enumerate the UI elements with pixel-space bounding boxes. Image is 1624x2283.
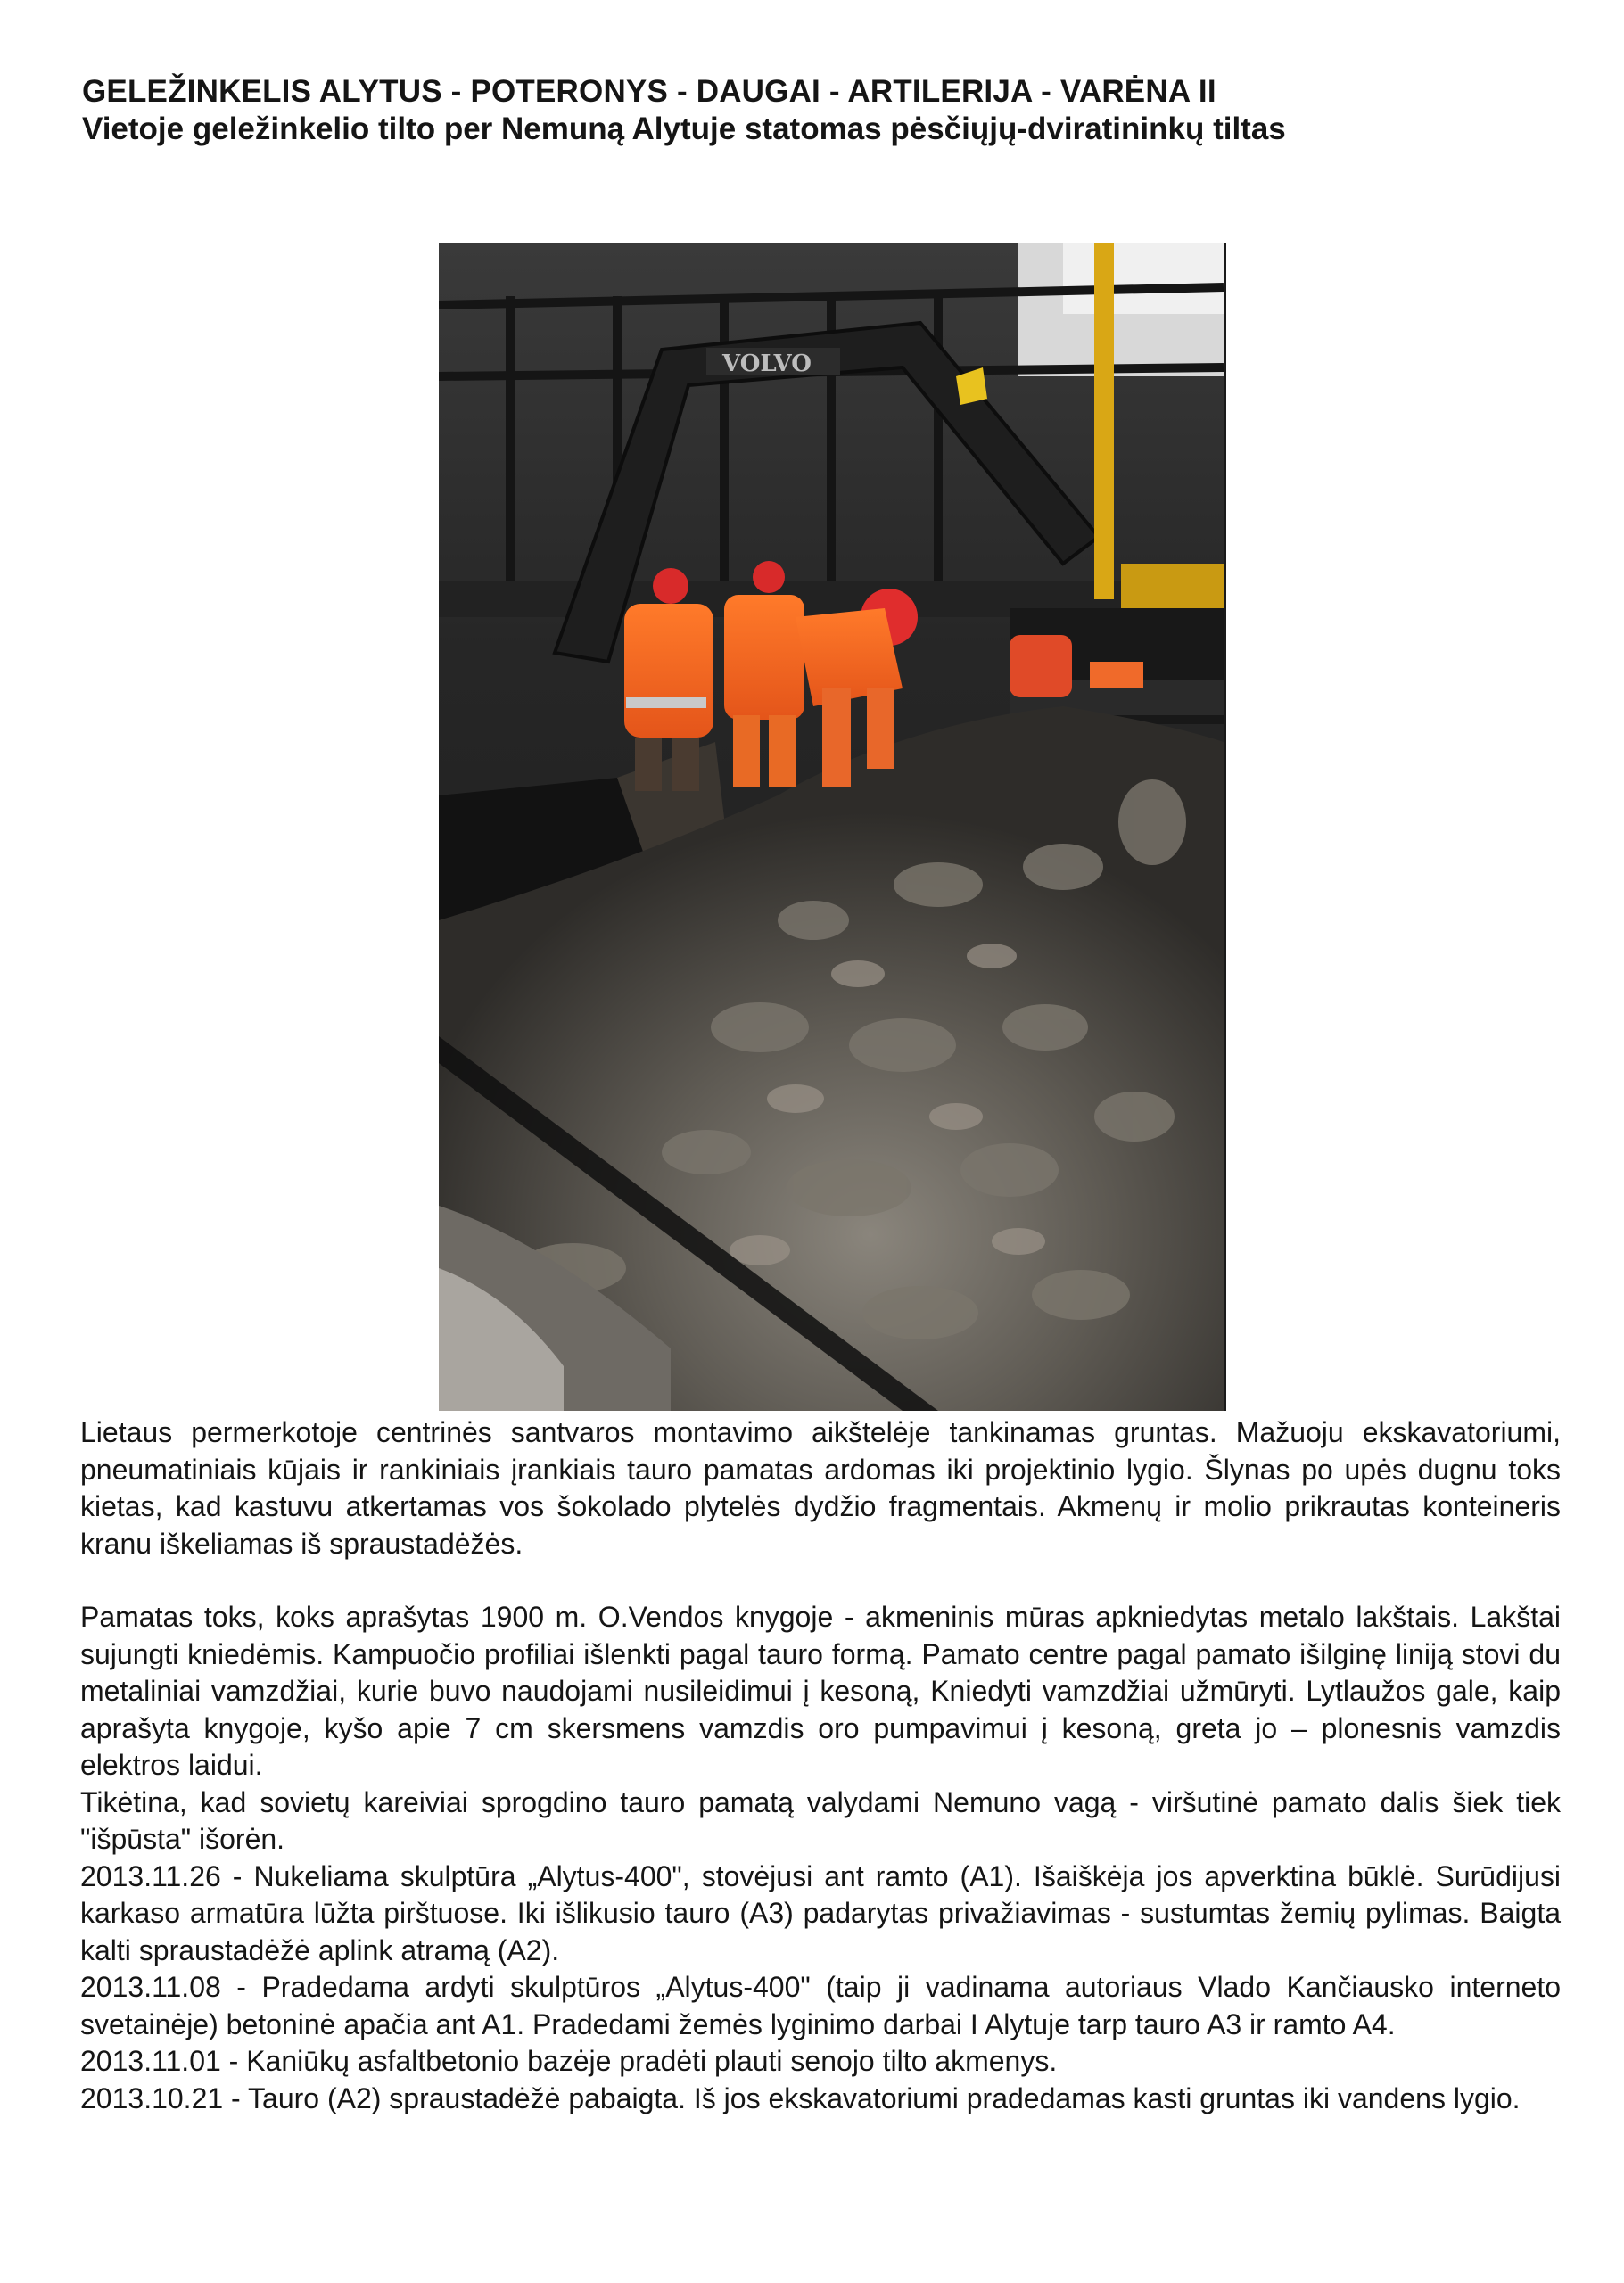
volvo-logo: VOLVO <box>722 350 812 377</box>
log-entry-2013-11-08: 2013.11.08 - Pradedama ardyti skulptūros „Alytus-400" (taip ji vadinama autoriaus Vlado Kančiausko interneto svetainėje) betoninė apačia ant A1. Pradedami žemės lyginimo darbai I Alytuje tarp tauro A3 ir ramto A4. <box>80 1971 1561 2040</box>
photo-caption: Lietaus permerkotoje centrinės santvaros montavimo aikštelėje tankinamas gruntas. Mažuoju ekskavatoriumi, pneumatiniais kūjais ir rankiniais įrankiais tauro pamatas ardomas iki projektinio lygio. Šlynas po upės dugnu toks kietas, kad kastuvu atkertamas vos šokolado plytelės dydžio fragmentais. Akmenų ir molio prikrautas konteineris kranu iškeliamas iš spraustadėžės. <box>80 1416 1561 1560</box>
log-entry-2013-10-21: 2013.10.21 - Tauro (A2) spraustadėžė pabaigta. Iš jos ekskavatoriumi pradedamas kasti gruntas iki vandens lygio. <box>80 2081 1521 2114</box>
log-entry-2013-11-01: 2013.11.01 - Kaniūkų asfaltbetonio bazėje pradėti plauti senojo tilto akmenys. <box>80 2045 1058 2077</box>
document-title: GELEŽINKELIS ALYTUS - POTERONYS - DAUGAI - ARTILERIJA - VARĖNA II <box>82 74 1216 109</box>
construction-photo <box>439 243 1226 1411</box>
log-entry-2013-11-26: 2013.11.26 - Nukeliama skulptūra „Alytus-400", stovėjusi ant ramto (A1). Išaiškėja jos apverktina būklė. Surūdijusi karkaso armatūra lūžta pirštuose. Iki išlikusio tauro (A3) padarytas privažiavimas - sustumtas žemių pylimas. Baigta kalti spraustadėžė aplink atramą (A2). <box>80 1859 1561 1966</box>
paragraph-foundation: Pamatas toks, koks aprašytas 1900 m. O.Vendos knygoje - akmeninis mūras apkniedytas metalo lakštais. Lakštai sujungti kniedėmis. Kampuočio profiliai išlenkti pagal tauro formą. Pamato centre pagal pamato išilginę liniją stovi du metaliniai vamzdžiai, kurie buvo naudojami nusileidimui į kesoną, Kniedyti vamzdžiai užmūryti. Lytlaužos gale, kaip aprašyta knygoje, kyšo apie 7 cm skersmens vamzdis oro pumpavimui į kesoną, greta jo – plonesnis vamzdis elektros laidui. <box>80 1601 1561 1781</box>
paragraph-spacer <box>80 1562 1561 1599</box>
document-subtitle: Vietoje geležinkelio tilto per Nemuną Alytuje statomas pėsčiųjų-dviratininkų tiltas <box>82 111 1286 146</box>
article-body <box>80 1414 1561 2117</box>
header <box>82 73 1554 148</box>
paragraph-soviet: Tikėtina, kad sovietų kareiviai sprogdino tauro pamatą valydami Nemuno vagą - viršutinė pamato dalis šiek tiek "išpūsta" išorėn. <box>80 1785 1561 1855</box>
